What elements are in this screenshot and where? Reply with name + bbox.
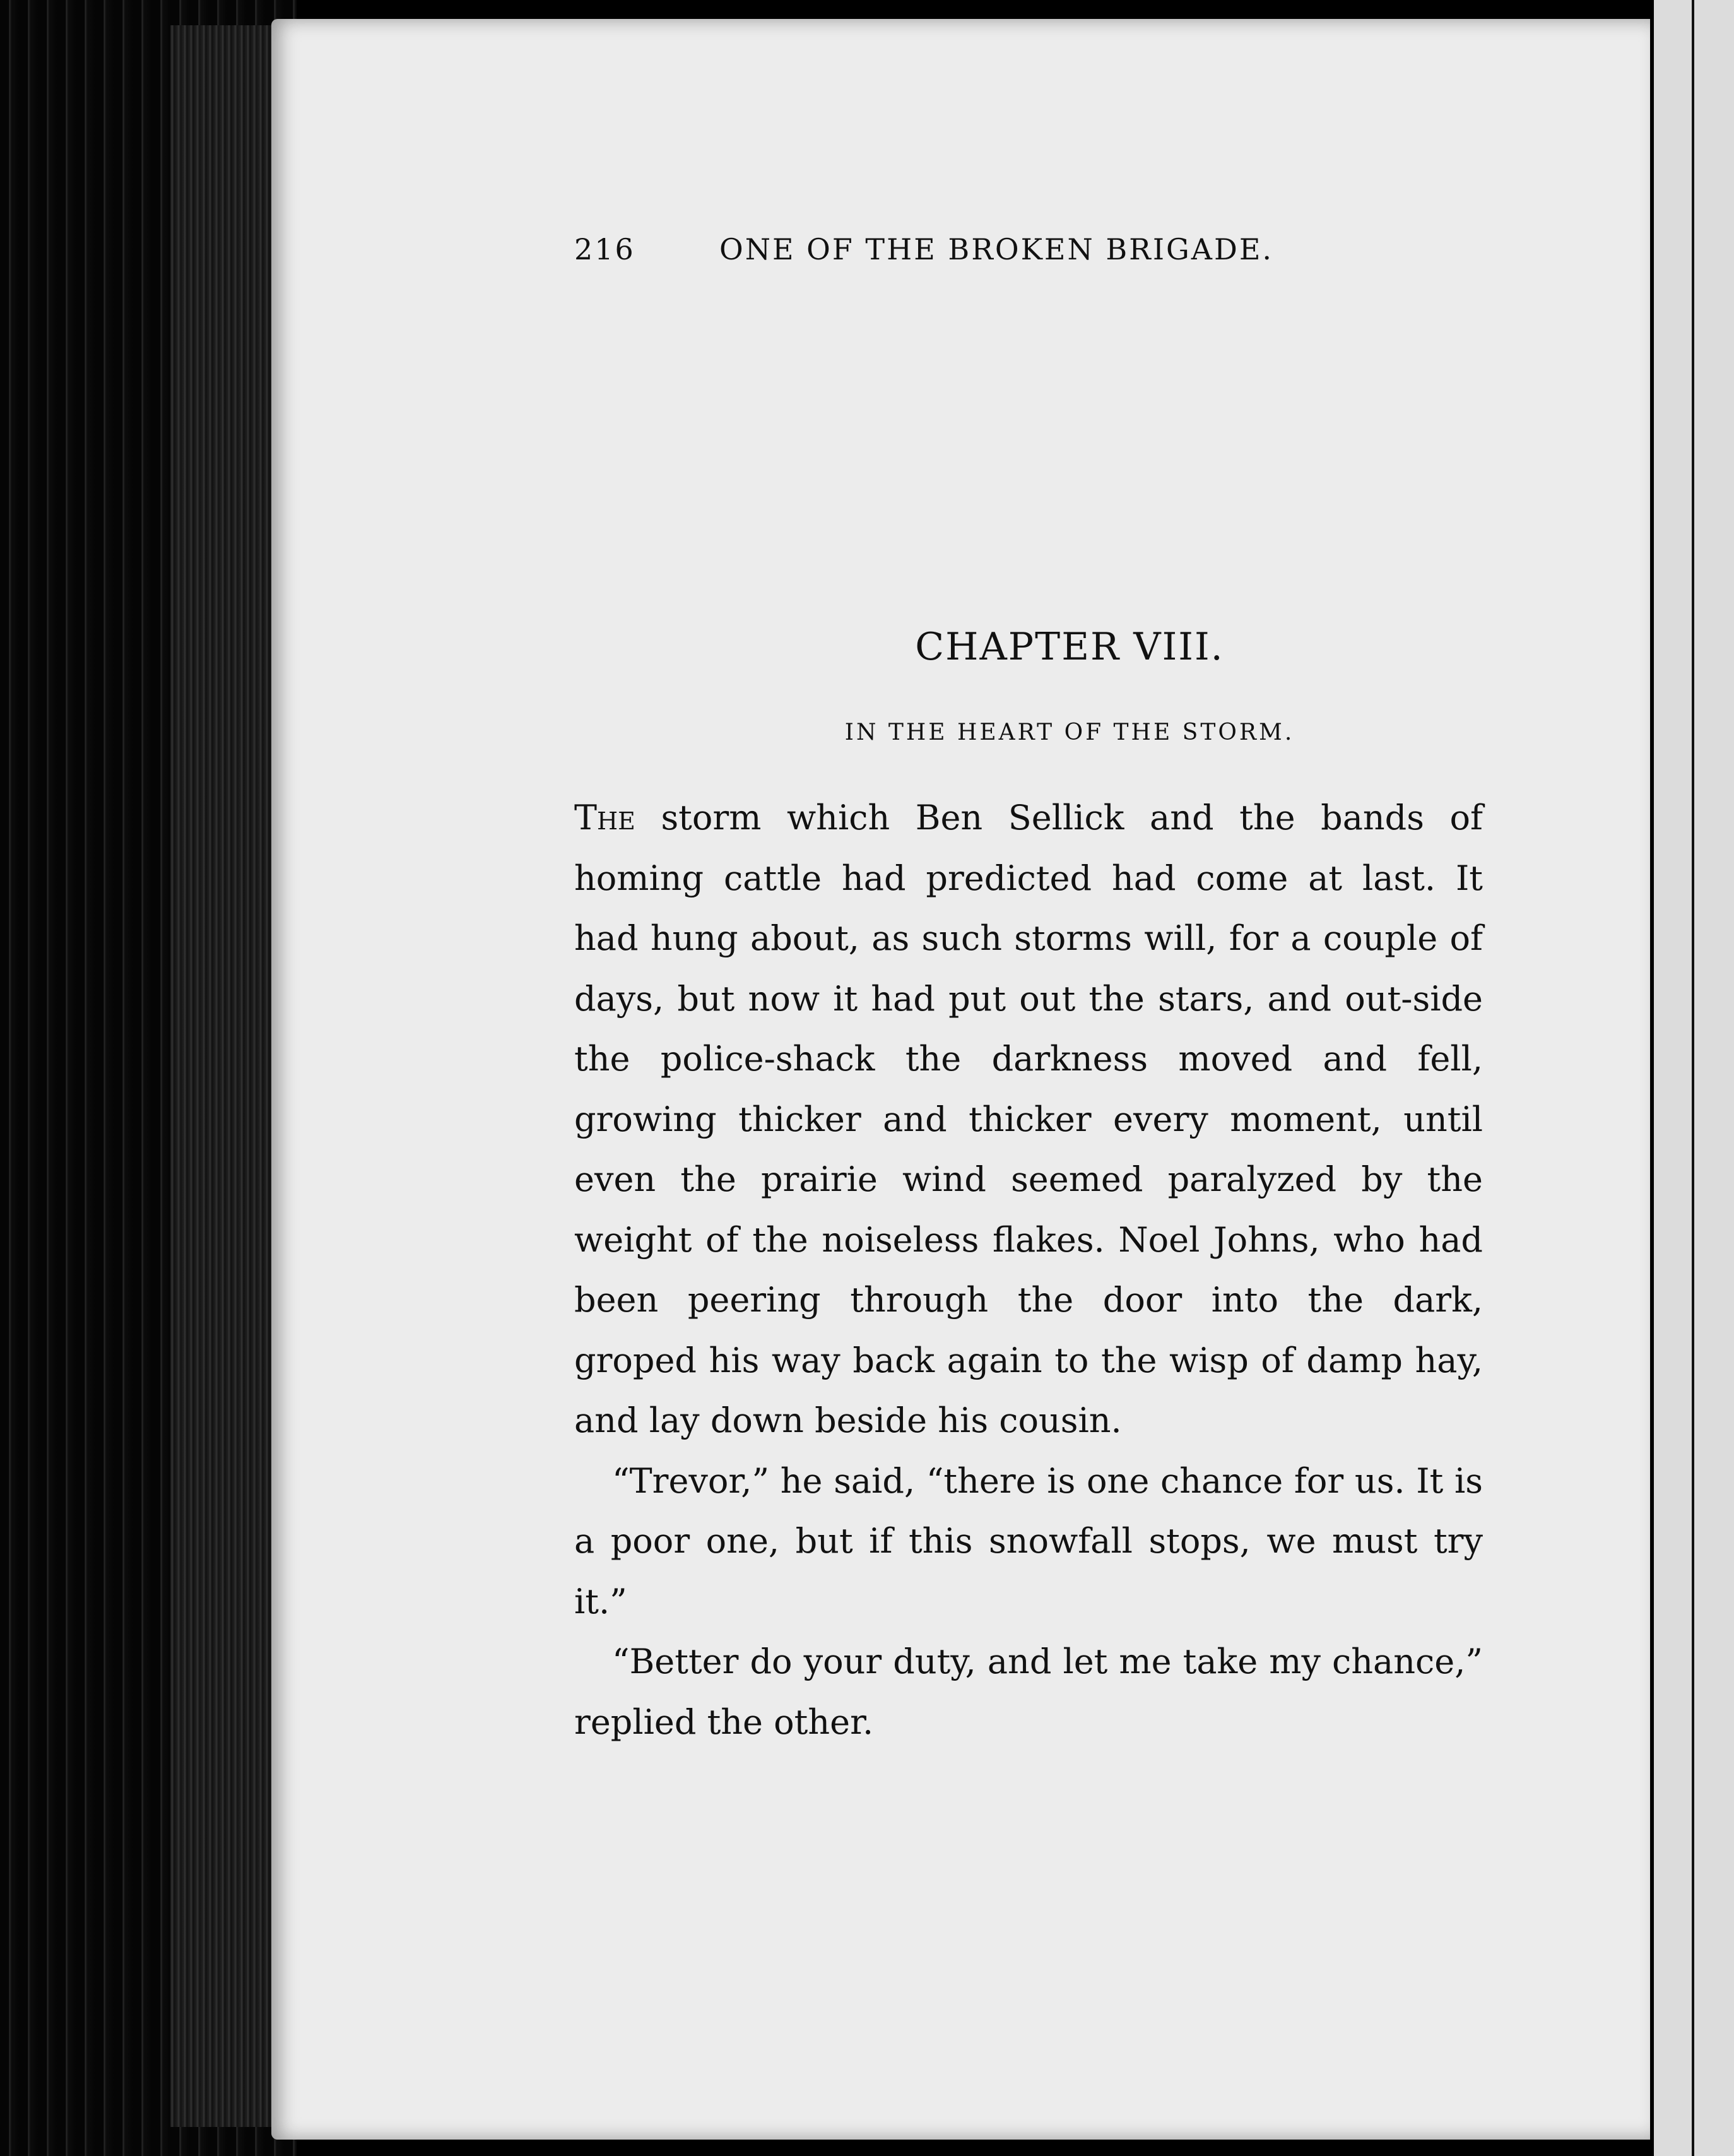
body-text — [574, 788, 1483, 1752]
next-page-edge — [1650, 0, 1734, 2156]
running-head — [574, 232, 1300, 266]
paragraph: “Trevor,” he said, “there is one chance for us. It is a poor one, but if this snowfall stops, we must try it.” — [574, 1460, 1483, 1621]
chapter-subtitle: IN THE HEART OF THE STORM. — [844, 720, 1295, 745]
paragraph-lead: The — [574, 798, 635, 838]
book-title: ONE OF THE BROKEN BRIGADE. — [719, 232, 1274, 266]
chapter-title: CHAPTER VIII. — [915, 625, 1224, 669]
paragraph-text: storm which Ben Sellick and the bands of homing cattle had predicted had come at last. It had hung about, as such storms will, for a couple of days, but now it had put out the stars, and out-side the police-shack the darkness moved and fell, growing thicker and thicker every moment, until even the prairie wind seemed paralyzed by the weight of the noiseless flakes. Noel Johns, who had been peering through the door into the dark, groped his way back again to the wisp of damp hay, and lay down beside his cousin. — [574, 798, 1483, 1440]
paragraph — [574, 788, 1483, 1451]
book-edge — [0, 0, 297, 2156]
paragraph: “Better do your duty, and let me take my chance,” replied the other. — [574, 1642, 1483, 1742]
page-number: 216 — [574, 232, 635, 266]
